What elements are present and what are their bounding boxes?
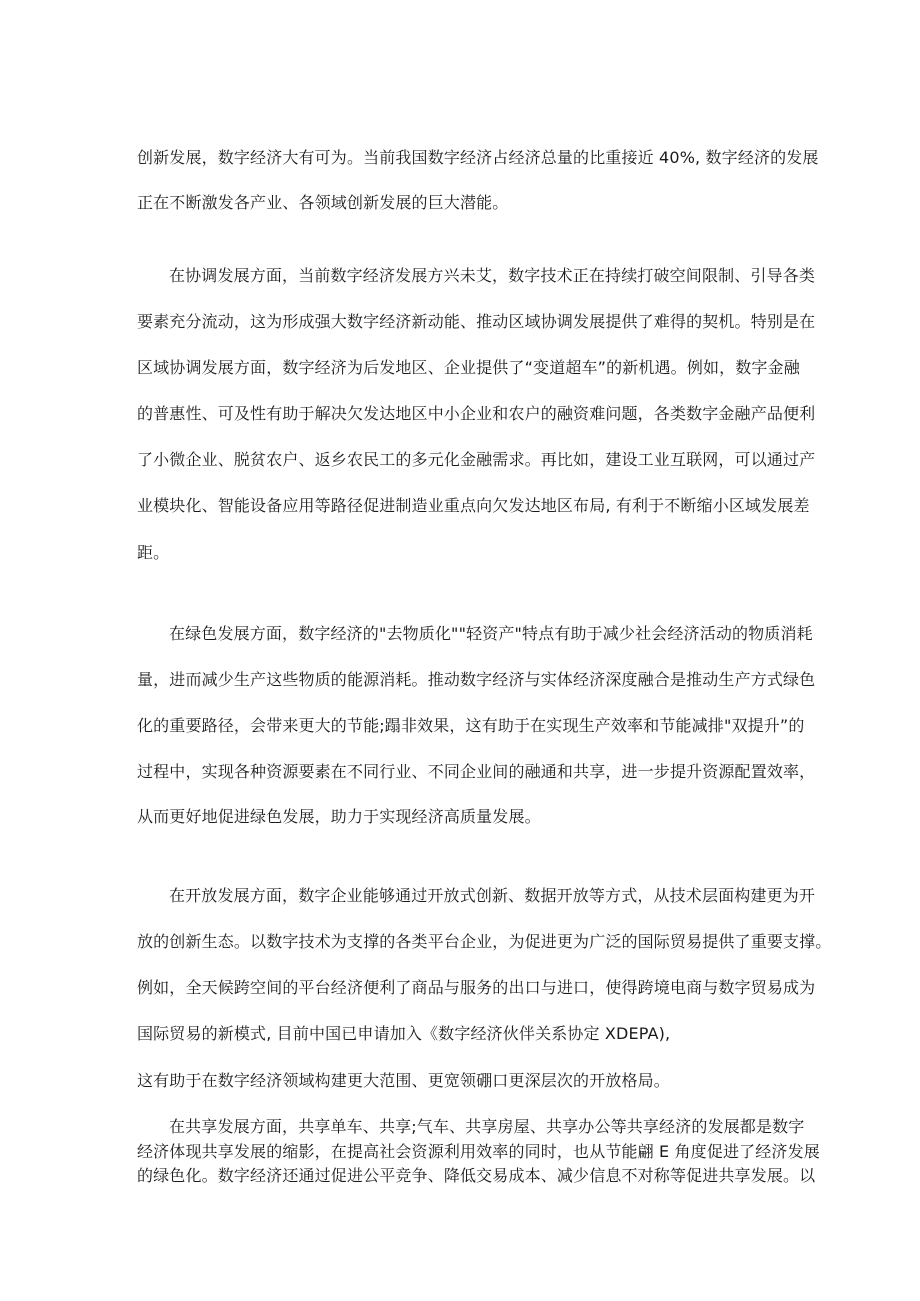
p2-line-7: 距。: [137, 543, 170, 562]
p4-line-3: 例如，全天候跨空间的平台经济便利了商品与服务的出口与进口，使得跨境电商与数字贸易成为: [137, 978, 816, 997]
p3-line-5: 从而更好地促进绿色发展，助力于实现经济高质量发展。: [137, 807, 541, 826]
p4-line-2: 放的创新生态。以数字技术为支撑的各类平台企业，为促进更为广泛的国际贸易提供了重要支撑。: [137, 932, 832, 951]
p2-line-4: 的普惠性、可及性有助于解决欠发达地区中小企业和农户的融资难问题，各类数字金融产品便利: [137, 404, 816, 423]
p5-line-3: 的绿色化。数字经济还通过促进公平竞争、降低交易成本、减少信息不对称等促进共享发展。以: [137, 1166, 816, 1185]
p3-line-2: 量，进而减少生产这些物质的能源消耗。推动数字经济与实体经济深度融合是推动生产方式绿色: [137, 670, 816, 689]
p2-line-5: 了小微企业、脱贫农户、返乡农民工的多元化金融需求。再比如，建设工业互联网，可以通过产: [137, 450, 816, 469]
p3-line-3: 化的重要路径，会带来更大的节能;蹋非效果，这有助于在实现生产效率和节能减排"双提升”的: [137, 716, 805, 735]
p4-line-5: 这有助于在数字经济领域构建更大范围、更宽领硼口更深层次的开放格局。: [137, 1071, 670, 1090]
p1-line-1: 创新发展，数字经济大有可为。当前我国数字经济占经济总量的比重接近 40%, 数字经济的发展: [137, 148, 819, 167]
p3-line-4: 过程中，实现各种资源要素在不同行业、不同企业间的融通和共享，进一步提升资源配置效率，: [137, 762, 816, 781]
p2-line-3: 区域协调发展方面，数字经济为后发地区、企业提供了“变道超车”的新机遇。例如，数字金融: [137, 358, 800, 377]
p4-line-1: 在开放发展方面，数字企业能够通过开放式创新、数据开放等方式，从技术层面构建更为开: [169, 886, 816, 905]
p2-line-1: 在协调发展方面，当前数字经济发展方兴未艾，数字技术正在持续打破空间限制、引导各类: [169, 266, 816, 285]
p3-line-1: 在绿色发展方面，数字经济的"去物质化""轻资产"特点有助于减少社会经济活动的物质消耗: [169, 624, 813, 643]
p5-line-2: 经济体现共享发展的缩影，在提高社会资源利用效率的同时，也从节能翩 E 角度促进了经济发展: [137, 1142, 820, 1161]
p5-line-1: 在共享发展方面，共享单车、共享;气车、共享房屋、共享办公等共享经济的发展都是数字: [169, 1117, 805, 1136]
p4-line-4: 国际贸易的新模式, 目前中国已申请加入《数字经济伙伴关系协定 XDEPA),: [137, 1024, 671, 1043]
p2-line-2: 要素充分流动，这为形成强大数字经济新动能、推动区域协调发展提供了难得的契机。特别是在: [137, 312, 816, 331]
p2-line-6: 业模块化、智能设备应用等路径促进制造业重点向欠发达地区布局, 有利于不断缩小区域发展差: [137, 496, 810, 515]
p1-line-2: 正在不断激发各产业、各领域创新发展的巨大潜能。: [137, 193, 509, 212]
